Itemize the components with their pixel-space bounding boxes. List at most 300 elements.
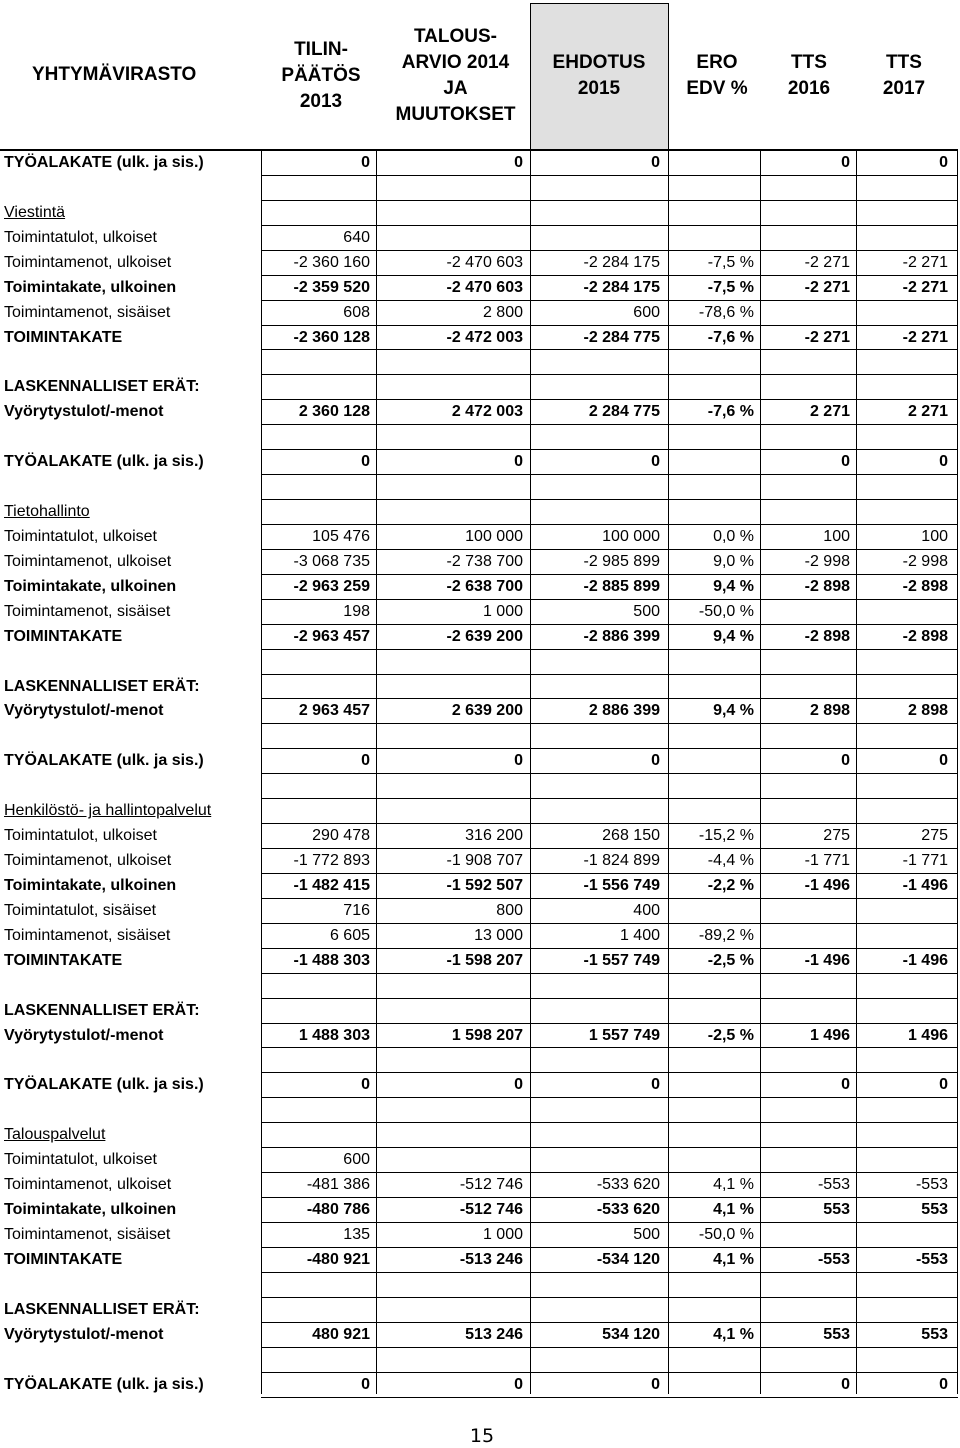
table-row <box>0 1172 960 1197</box>
grid-line <box>261 898 958 899</box>
cell-tts-2016: 553 <box>823 1325 850 1343</box>
cell-ehdotus-2015: 500 <box>633 602 660 620</box>
section-heading: Henkilöstö- ja hallintopalvelut <box>4 802 212 820</box>
cell-talousarvio-2014: 2 639 200 <box>451 702 523 720</box>
cell-tilinpaatos-2013: 0 <box>361 1375 370 1393</box>
cell-tts-2016: 0 <box>841 453 850 471</box>
cell-tts-2017: 2 271 <box>907 403 948 421</box>
cell-talousarvio-2014: -2 738 700 <box>446 552 523 570</box>
cell-tts-2016: 0 <box>841 1375 850 1393</box>
table-row <box>0 175 960 200</box>
row-label: TOIMINTAKATE <box>4 627 123 645</box>
cell-tts-2016: -2 271 <box>804 328 850 346</box>
grid-line <box>261 200 958 201</box>
grid-line <box>261 1322 958 1323</box>
grid-line <box>261 1072 958 1073</box>
header-tilinpaatos-2013: TILIN- PÄÄTÖS 2013 <box>281 39 361 112</box>
table-row <box>0 898 960 923</box>
cell-tts-2016: -1 496 <box>804 876 850 894</box>
grid-line <box>261 1147 958 1148</box>
table-row <box>0 948 960 973</box>
table-row <box>0 225 960 250</box>
row-label: Toimintamenot, ulkoiset <box>4 253 172 271</box>
cell-tts-2016: 553 <box>823 1201 850 1219</box>
table-row <box>0 399 960 424</box>
cell-tilinpaatos-2013: -2 360 128 <box>293 328 370 346</box>
table-row <box>0 250 960 275</box>
grid-line <box>261 325 958 326</box>
table-row <box>0 1197 960 1222</box>
cell-talousarvio-2014: 2 800 <box>482 303 523 321</box>
cell-tilinpaatos-2013: -1 488 303 <box>293 951 370 969</box>
row-label: LASKENNALLISET ERÄT: <box>4 1001 200 1019</box>
cell-tilinpaatos-2013: 198 <box>343 602 370 620</box>
cell-ehdotus-2015: 268 150 <box>602 827 660 845</box>
row-label: LASKENNALLISET ERÄT: <box>4 677 200 695</box>
cell-tts-2017: 0 <box>939 453 948 471</box>
row-label: Toimintamenot, sisäiset <box>4 602 171 620</box>
row-label: Toimintamenot, ulkoiset <box>4 552 172 570</box>
cell-ehdotus-2015: -534 120 <box>596 1250 660 1268</box>
cell-tts-2017: -2 271 <box>902 328 948 346</box>
grid-line <box>261 1222 958 1223</box>
cell-tts-2017: -2 271 <box>902 253 948 271</box>
cell-talousarvio-2014: -2 638 700 <box>446 577 523 595</box>
cell-tts-2016: -2 898 <box>804 577 850 595</box>
cell-tts-2017: -2 898 <box>902 577 948 595</box>
grid-line <box>261 349 958 350</box>
cell-ehdotus-2015: 0 <box>651 752 660 770</box>
cell-ehdotus-2015: -2 284 175 <box>583 253 660 271</box>
cell-ehdotus-2015: 2 886 399 <box>588 702 660 720</box>
table-row <box>0 798 960 823</box>
column-divider <box>760 150 761 1394</box>
header-tts-2017: TTS 2017 <box>882 52 926 99</box>
cell-tts-2017: 0 <box>939 1076 948 1094</box>
grid-line <box>261 374 958 375</box>
page-number: 15 <box>469 1425 495 1447</box>
grid-line <box>261 998 958 999</box>
cell-tilinpaatos-2013: 6 605 <box>329 926 370 944</box>
table-row <box>0 1272 960 1297</box>
cell-ero-edv: 9,0 % <box>713 552 754 570</box>
cell-ehdotus-2015: 600 <box>633 303 660 321</box>
grid-line <box>261 300 958 301</box>
table-row <box>0 499 960 524</box>
row-label: TOIMINTAKATE <box>4 951 123 969</box>
cell-tilinpaatos-2013: -480 786 <box>306 1201 370 1219</box>
table-row <box>0 1347 960 1372</box>
cell-ero-edv: -15,2 % <box>698 827 754 845</box>
section-heading: Tietohallinto <box>4 503 90 521</box>
cell-talousarvio-2014: 1 598 207 <box>451 1026 523 1044</box>
grid-line <box>261 449 958 450</box>
cell-ero-edv: -7,5 % <box>707 253 754 271</box>
table-row <box>0 474 960 499</box>
cell-ero-edv: 9,4 % <box>713 702 754 720</box>
grid-line <box>261 250 958 251</box>
grid-line <box>261 225 958 226</box>
cell-tts-2017: -1 496 <box>902 876 948 894</box>
grid-line <box>261 399 958 400</box>
row-label: Toimintakate, ulkoinen <box>4 876 177 894</box>
cell-tts-2016: 0 <box>841 154 850 171</box>
cell-tilinpaatos-2013: -2 360 160 <box>293 253 370 271</box>
table-row <box>0 150 960 175</box>
row-label: Toimintatulot, ulkoiset <box>4 827 157 845</box>
cell-tilinpaatos-2013: 0 <box>361 752 370 770</box>
cell-tts-2017: 1 496 <box>907 1026 948 1044</box>
row-label: TYÖALAKATE (ulk. ja sis.) <box>4 1375 204 1393</box>
table-row <box>0 1247 960 1272</box>
cell-tts-2017: 0 <box>939 1375 948 1393</box>
table-row <box>0 1222 960 1247</box>
table-row <box>0 1297 960 1322</box>
cell-tilinpaatos-2013: -2 359 520 <box>293 278 370 296</box>
table-row <box>0 848 960 873</box>
cell-ehdotus-2015: 1 400 <box>619 926 660 944</box>
cell-tts-2016: -553 <box>817 1176 850 1194</box>
cell-tts-2016: 0 <box>841 1076 850 1094</box>
grid-line <box>261 1347 958 1348</box>
grid-line <box>261 1122 958 1123</box>
cell-tts-2017: -1 771 <box>902 852 948 870</box>
cell-tilinpaatos-2013: 0 <box>361 1076 370 1094</box>
cell-tts-2017: 100 <box>921 527 948 545</box>
cell-ero-edv: -50,0 % <box>698 1225 754 1243</box>
row-label: Toimintamenot, sisäiset <box>4 1225 171 1243</box>
table-row <box>0 1023 960 1048</box>
cell-talousarvio-2014: 0 <box>514 453 523 471</box>
row-label: Toimintamenot, sisäiset <box>4 926 171 944</box>
cell-talousarvio-2014: 0 <box>514 1076 523 1094</box>
grid-line <box>261 424 958 425</box>
cell-tilinpaatos-2013: 0 <box>361 453 370 471</box>
cell-tilinpaatos-2013: 1 488 303 <box>298 1026 370 1044</box>
cell-tilinpaatos-2013: -481 386 <box>306 1176 370 1194</box>
row-label: Vyörytystulot/-menot <box>4 702 164 720</box>
grid-line <box>261 150 958 151</box>
table-row <box>0 424 960 449</box>
cell-tts-2016: -553 <box>817 1250 850 1268</box>
cell-tts-2016: 1 496 <box>809 1026 850 1044</box>
cell-tts-2016: 275 <box>823 827 850 845</box>
table-row <box>0 773 960 798</box>
table-row <box>0 549 960 574</box>
cell-ero-edv: -50,0 % <box>698 602 754 620</box>
cell-talousarvio-2014: 0 <box>514 154 523 171</box>
table-row <box>0 923 960 948</box>
cell-tilinpaatos-2013: -1 772 893 <box>293 852 370 870</box>
column-divider <box>261 150 262 1394</box>
grid-line <box>261 698 958 699</box>
cell-ero-edv: 0,0 % <box>713 527 754 545</box>
cell-talousarvio-2014: 316 200 <box>465 827 523 845</box>
cell-tilinpaatos-2013: 2 360 128 <box>298 403 370 421</box>
grid-line <box>261 1397 958 1398</box>
cell-talousarvio-2014: 800 <box>496 901 523 919</box>
cell-talousarvio-2014: 513 246 <box>465 1325 523 1343</box>
row-label: Vyörytystulot/-menot <box>4 1026 164 1044</box>
table-row <box>0 349 960 374</box>
cell-ehdotus-2015: 1 557 749 <box>588 1026 660 1044</box>
section-heading: Viestintä <box>4 203 66 221</box>
cell-tts-2017: 0 <box>939 752 948 770</box>
grid-line <box>261 1097 958 1098</box>
cell-ehdotus-2015: -1 556 749 <box>583 876 660 894</box>
table-row <box>0 275 960 300</box>
cell-tts-2016: -1 771 <box>804 852 850 870</box>
cell-tts-2016: -2 271 <box>804 278 850 296</box>
row-label: TYÖALAKATE (ulk. ja sis.) <box>4 453 204 471</box>
table-row <box>0 1097 960 1122</box>
cell-ehdotus-2015: -1 824 899 <box>583 852 660 870</box>
table-row <box>0 998 960 1023</box>
cell-tts-2017: 2 898 <box>907 702 948 720</box>
table-row <box>0 374 960 399</box>
table-row <box>0 599 960 624</box>
cell-talousarvio-2014: -2 472 003 <box>446 328 523 346</box>
row-label: Toimintakate, ulkoinen <box>4 1201 177 1219</box>
cell-ehdotus-2015: 0 <box>651 1076 660 1094</box>
cell-tilinpaatos-2013: -2 963 457 <box>293 627 370 645</box>
grid-line <box>261 175 958 176</box>
header-tts-2016: TTS 2016 <box>787 52 831 99</box>
cell-tilinpaatos-2013: 2 963 457 <box>298 702 370 720</box>
cell-tts-2017: 553 <box>921 1325 948 1343</box>
row-label: Vyörytystulot/-menot <box>4 1325 164 1343</box>
cell-ehdotus-2015: -2 284 175 <box>583 278 660 296</box>
grid-line <box>261 1247 958 1248</box>
row-label: Toimintakate, ulkoinen <box>4 577 177 595</box>
cell-ehdotus-2015: -533 620 <box>596 1176 660 1194</box>
table-row <box>0 723 960 748</box>
grid-line <box>261 499 958 500</box>
cell-ero-edv: 9,4 % <box>713 627 754 645</box>
cell-talousarvio-2014: -1 592 507 <box>446 876 523 894</box>
cell-talousarvio-2014: 1 000 <box>482 602 523 620</box>
cell-tts-2016: 0 <box>841 752 850 770</box>
table-row <box>0 1122 960 1147</box>
section-heading: Talouspalvelut <box>4 1126 106 1144</box>
row-label: Vyörytystulot/-menot <box>4 403 164 421</box>
cell-ero-edv: -2,2 % <box>707 876 754 894</box>
cell-tts-2016: -2 898 <box>804 627 850 645</box>
cell-tts-2016: -2 998 <box>804 552 850 570</box>
cell-tilinpaatos-2013: 640 <box>343 228 370 246</box>
column-divider <box>530 150 531 1394</box>
row-label: Toimintakate, ulkoinen <box>4 278 177 296</box>
cell-ero-edv: -2,5 % <box>707 1026 754 1044</box>
cell-tts-2016: 2 898 <box>809 702 850 720</box>
cell-tilinpaatos-2013: 600 <box>343 1151 370 1169</box>
column-divider <box>856 150 857 1394</box>
grid-line <box>261 549 958 550</box>
grid-line <box>261 873 958 874</box>
cell-talousarvio-2014: 0 <box>514 1375 523 1393</box>
cell-ehdotus-2015: -533 620 <box>596 1201 660 1219</box>
header-ero-edv: ERO EDV % <box>686 52 748 99</box>
grid-line <box>261 723 958 724</box>
grid-line <box>261 649 958 650</box>
row-label: TYÖALAKATE (ulk. ja sis.) <box>4 752 204 770</box>
cell-talousarvio-2014: -513 246 <box>459 1250 523 1268</box>
cell-ero-edv: -89,2 % <box>698 926 754 944</box>
cell-tilinpaatos-2013: 716 <box>343 901 370 919</box>
cell-ehdotus-2015: 500 <box>633 1225 660 1243</box>
table-row <box>0 449 960 474</box>
grid-line <box>261 574 958 575</box>
column-divider <box>668 150 669 1394</box>
cell-talousarvio-2014: -2 470 603 <box>446 253 523 271</box>
row-label: Toimintamenot, ulkoiset <box>4 1176 172 1194</box>
table-row <box>0 1147 960 1172</box>
cell-tts-2017: 275 <box>921 827 948 845</box>
header-talousarvio-2014: TALOUS- ARVIO 2014 JA MUUTOKSET <box>395 26 516 125</box>
cell-ero-edv: 4,1 % <box>713 1325 754 1343</box>
table-row <box>0 524 960 549</box>
cell-talousarvio-2014: -2 470 603 <box>446 278 523 296</box>
table-row <box>0 1322 960 1347</box>
header-divider <box>668 3 669 150</box>
cell-ero-edv: 4,1 % <box>713 1201 754 1219</box>
table-row <box>0 200 960 225</box>
cell-ehdotus-2015: 534 120 <box>602 1325 660 1343</box>
grid-line <box>261 599 958 600</box>
grid-line <box>261 624 958 625</box>
cell-tilinpaatos-2013: -3 068 735 <box>293 552 370 570</box>
table-row <box>0 624 960 649</box>
cell-tilinpaatos-2013: 105 476 <box>312 527 370 545</box>
grid-line <box>261 275 958 276</box>
grid-line <box>261 773 958 774</box>
cell-ehdotus-2015: -2 886 399 <box>583 627 660 645</box>
grid-line <box>261 823 958 824</box>
cell-ehdotus-2015: 2 284 775 <box>588 403 660 421</box>
table-row <box>0 674 960 699</box>
cell-ero-edv: 9,4 % <box>713 577 754 595</box>
cell-talousarvio-2014: 0 <box>514 752 523 770</box>
grid-line <box>261 1023 958 1024</box>
row-label: TYÖALAKATE (ulk. ja sis.) <box>4 154 204 171</box>
cell-ehdotus-2015: -1 557 749 <box>583 951 660 969</box>
cell-tts-2017: -553 <box>915 1250 948 1268</box>
cell-ehdotus-2015: 0 <box>651 154 660 171</box>
cell-talousarvio-2014: -512 746 <box>459 1201 523 1219</box>
row-label: TOIMINTAKATE <box>4 1250 123 1268</box>
cell-ehdotus-2015: -2 885 899 <box>583 577 660 595</box>
grid-line <box>261 474 958 475</box>
cell-tts-2017: 0 <box>939 154 948 171</box>
grid-line <box>261 1297 958 1298</box>
row-label: LASKENNALLISET ERÄT: <box>4 1300 200 1318</box>
table-row <box>0 300 960 325</box>
row-label: TOIMINTAKATE <box>4 328 123 346</box>
cell-tilinpaatos-2013: 0 <box>361 154 370 171</box>
table-row <box>0 873 960 898</box>
grid-line <box>261 524 958 525</box>
cell-talousarvio-2014: -512 746 <box>459 1176 523 1194</box>
cell-ero-edv: -2,5 % <box>707 951 754 969</box>
cell-talousarvio-2014: -1 598 207 <box>446 951 523 969</box>
cell-talousarvio-2014: -1 908 707 <box>446 852 523 870</box>
cell-ero-edv: -7,5 % <box>707 278 754 296</box>
grid-line <box>261 973 958 974</box>
row-label: Toimintatulot, ulkoiset <box>4 228 157 246</box>
cell-talousarvio-2014: 2 472 003 <box>451 403 523 421</box>
row-label: LASKENNALLISET ERÄT: <box>4 378 200 396</box>
cell-tilinpaatos-2013: 480 921 <box>312 1325 370 1343</box>
cell-ero-edv: 4,1 % <box>713 1176 754 1194</box>
row-label: Toimintamenot, ulkoiset <box>4 852 172 870</box>
table-row <box>0 649 960 674</box>
grid-line <box>261 748 958 749</box>
table-row <box>0 973 960 998</box>
cell-tilinpaatos-2013: 135 <box>343 1225 370 1243</box>
grid-line <box>261 1172 958 1173</box>
grid-line <box>261 848 958 849</box>
grid-line <box>261 1197 958 1198</box>
grid-line <box>261 923 958 924</box>
header-divider <box>530 3 669 4</box>
cell-tts-2017: 553 <box>921 1201 948 1219</box>
cell-tts-2017: -2 998 <box>902 552 948 570</box>
table-row <box>0 325 960 350</box>
column-divider <box>957 150 958 1394</box>
cell-ehdotus-2015: 100 000 <box>602 527 660 545</box>
cell-ehdotus-2015: -2 284 775 <box>583 328 660 346</box>
grid-line <box>261 1047 958 1048</box>
row-label: Toimintatulot, ulkoiset <box>4 527 157 545</box>
table-row <box>0 574 960 599</box>
cell-ehdotus-2015: 0 <box>651 453 660 471</box>
cell-tilinpaatos-2013: -2 963 259 <box>293 577 370 595</box>
grid-line <box>261 1272 958 1273</box>
cell-tilinpaatos-2013: -1 482 415 <box>293 876 370 894</box>
cell-tts-2017: -553 <box>915 1176 948 1194</box>
cell-tilinpaatos-2013: 290 478 <box>312 827 370 845</box>
cell-talousarvio-2014: 100 000 <box>465 527 523 545</box>
table-row <box>0 698 960 723</box>
row-label: TYÖALAKATE (ulk. ja sis.) <box>4 1076 204 1094</box>
header-unit: YHTYMÄVIRASTO <box>32 64 197 85</box>
cell-ero-edv: -78,6 % <box>698 303 754 321</box>
header-divider <box>530 3 531 150</box>
table-row <box>0 1072 960 1097</box>
row-label: Toimintatulot, ulkoiset <box>4 1151 157 1169</box>
column-divider <box>376 150 377 1394</box>
grid-line <box>261 948 958 949</box>
cell-tts-2017: -2 271 <box>902 278 948 296</box>
cell-talousarvio-2014: 1 000 <box>482 1225 523 1243</box>
cell-talousarvio-2014: -2 639 200 <box>446 627 523 645</box>
table-row <box>0 748 960 773</box>
cell-tilinpaatos-2013: -480 921 <box>306 1250 370 1268</box>
grid-line <box>261 1372 958 1373</box>
table-row <box>0 1372 960 1397</box>
cell-tts-2017: -2 898 <box>902 627 948 645</box>
cell-ero-edv: 4,1 % <box>713 1250 754 1268</box>
cell-tts-2016: 100 <box>823 527 850 545</box>
cell-ero-edv: -7,6 % <box>707 403 754 421</box>
cell-tts-2016: -2 271 <box>804 253 850 271</box>
row-label: Toimintamenot, sisäiset <box>4 303 171 321</box>
cell-ero-edv: -4,4 % <box>707 852 754 870</box>
cell-tilinpaatos-2013: 608 <box>343 303 370 321</box>
cell-tts-2017: -1 496 <box>902 951 948 969</box>
header-ehdotus-2015: EHDOTUS 2015 <box>552 52 646 99</box>
cell-tts-2016: 2 271 <box>809 403 850 421</box>
